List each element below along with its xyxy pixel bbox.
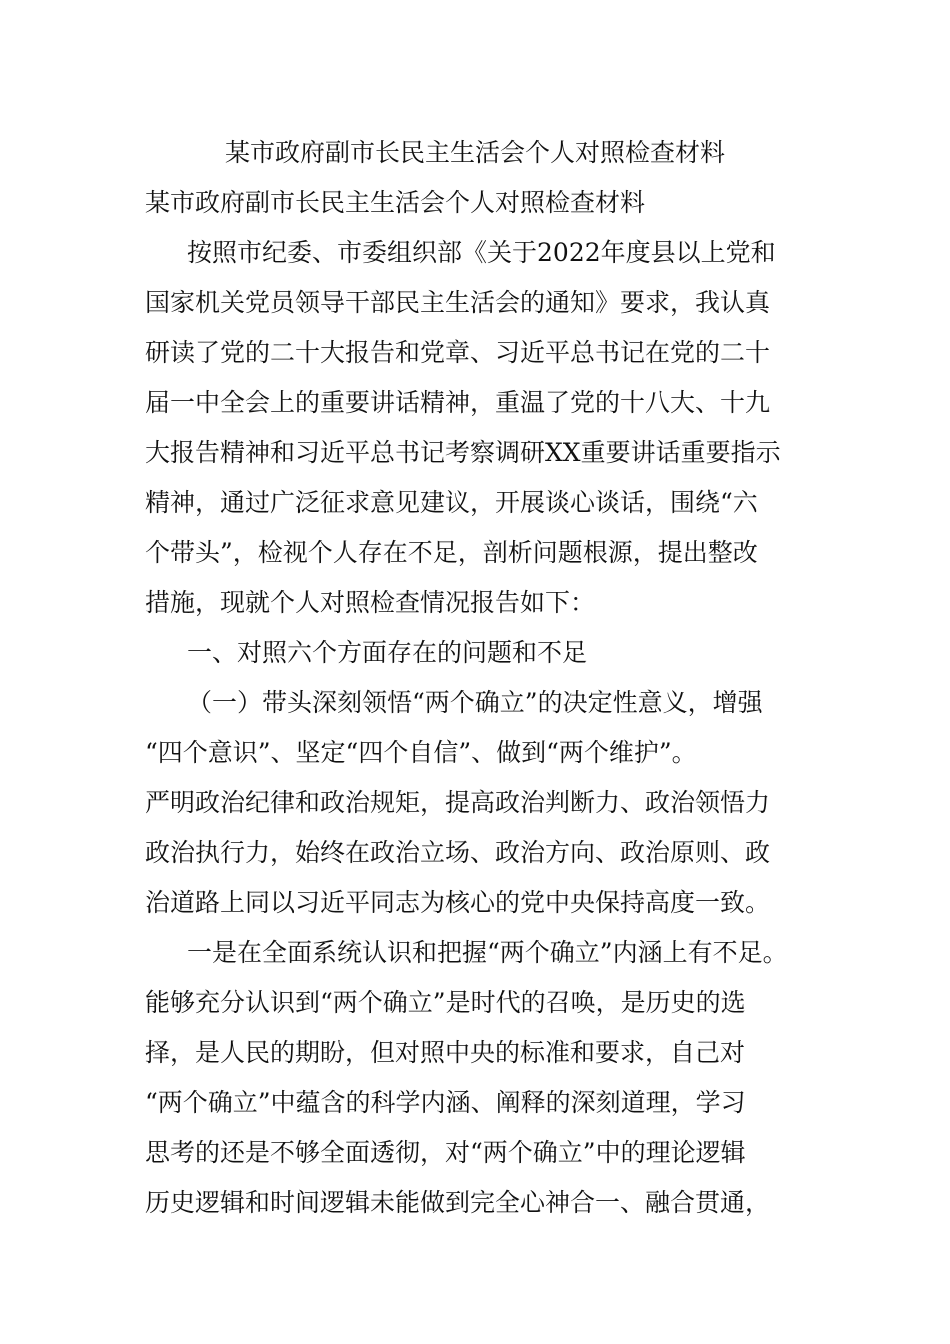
paragraph-line: 政治执行力，始终在政治立场、政治方向、政治原则、政 [145,838,771,867]
paragraph-line: 思考的还是不够全面透彻，对“两个确立”中的理论逻辑 [145,1138,746,1167]
subsection-heading-line: “四个意识”、坚定“四个自信”、做到“两个维护”。 [145,738,697,767]
paragraph-line: 研读了党的二十大报告和党章、习近平总书记在党的二十 [145,338,771,367]
paragraph-line: “两个确立”中蕴含的科学内涵、阐释的深刻道理，学习 [145,1088,746,1117]
subsection-heading-line: （一）带头深刻领悟“两个确立”的决定性意义，增强 [187,688,763,717]
paragraph-line: 一是在全面系统认识和把握“两个确立”内涵上有不足。 [187,938,788,967]
paragraph-line: 择，是人民的期盼，但对照中央的标准和要求，自己对 [145,1038,746,1067]
paragraph-line: 能够充分认识到“两个确立”是时代的召唤，是历史的选 [145,988,746,1017]
paragraph-line: 治道路上同以习近平同志为核心的党中央保持高度一致。 [145,888,771,917]
paragraph-line: 措施，现就个人对照检查情况报告如下： [145,588,596,617]
document-title: 某市政府副市长民主生活会个人对照检查材料 [224,138,725,167]
paragraph-line: 国家机关党员领导干部民主生活会的通知》要求，我认真 [145,288,771,317]
paragraph-line: 大报告精神和习近平总书记考察调研XX重要讲话重要指示 [145,438,781,467]
section-heading: 一、对照六个方面存在的问题和不足 [187,638,588,667]
paragraph-line: 届一中全会上的重要讲话精神，重温了党的十八大、十九 [145,388,771,417]
paragraph-line: 精神，通过广泛征求意见建议，开展谈心谈话，围绕“六 [145,488,758,517]
paragraph-line: 按照市纪委、市委组织部《关于2022年度县以上党和 [187,238,776,267]
paragraph-line: 严明政治纪律和政治规矩，提高政治判断力、政治领悟力 [145,788,771,817]
subtitle-line: 某市政府副市长民主生活会个人对照检查材料 [145,188,646,217]
paragraph-line: 历史逻辑和时间逻辑未能做到完全心神合一、融合贯通， [145,1188,771,1217]
paragraph-line: 个带头”，检视个人存在不足，剖析问题根源，提出整改 [145,538,758,567]
